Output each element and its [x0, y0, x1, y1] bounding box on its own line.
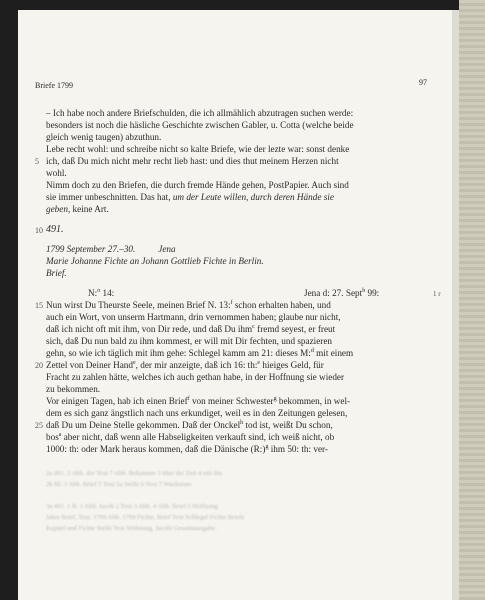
footnote-line: 2b Bl. 3 Abb. Brief 5 Text 5a Stelle 6 Text 7 Wachstum: [46, 481, 192, 488]
superscript: o: [97, 287, 101, 294]
text-segment: hieiges Geld, für: [260, 360, 324, 370]
italic-segment: geben: [46, 204, 68, 214]
line-number: 10: [35, 226, 43, 235]
letter-correspondents: Marie Johanne Fichte an Johann Gottlieb Fichte in Berlin.: [46, 256, 264, 266]
text-line: [46, 431, 334, 443]
superscript: f: [230, 299, 233, 306]
text-segment: bekommen, in wel-: [276, 396, 351, 406]
text-line: [46, 203, 109, 215]
footnote-line: 3a 491. 1 B. 1 Abb. Jacob 2 Text 3 Abb. 4 Abb. Brief 5 Hoffnung: [46, 503, 218, 510]
text-segment: Zettel von Deiner Hand: [46, 360, 133, 370]
binding-strip: [459, 0, 485, 600]
text-segment: daß Du um Deine Stelle gekommen. Daß der Onckel: [46, 420, 241, 430]
text-segment: 1000: th: oder Mark heraus kommen, daß die Dänische (R:): [46, 444, 266, 454]
text-line: wohl.: [46, 168, 67, 178]
superscript: b: [362, 287, 366, 294]
text-segment: gehn, so wie ich täglich mit ihm gehe: Schlegel kamm am 21: dieses M:: [46, 348, 311, 358]
margin-note: 1 r: [433, 290, 441, 298]
text-line: ich, daß Du mich nicht mehr recht lieb hast: und dies thut meinem Herzen nicht: [46, 156, 339, 166]
text-line: [46, 323, 335, 335]
superscript: f: [187, 395, 190, 402]
superscript: a: [58, 431, 62, 438]
superscript: d: [310, 347, 314, 354]
line-number: 20: [35, 361, 43, 370]
text-segment: ihm 50: th: ver-: [268, 444, 328, 454]
text-line: [46, 419, 333, 431]
text-line: gleich wenig taugen) abzuthun.: [46, 132, 162, 142]
text-segment: sie immer unbeschnitten. Das hat,: [46, 192, 173, 202]
text-segment: mit einem: [313, 348, 354, 358]
text-segment: , der mir anzeigte, daß ich 16: th:: [135, 360, 258, 370]
text-segment: schon erhalten haben, und: [232, 300, 331, 310]
text-line: [46, 359, 324, 371]
text-line: [46, 347, 353, 359]
superscript: g: [265, 443, 269, 450]
text-segment: fremd seyest, er freut: [254, 324, 336, 334]
letter-dateline: [304, 287, 379, 299]
text-segment: daß ich nicht oft mit ihm, von Dir rede, und daß Du ihm: [46, 324, 253, 334]
text-segment: tod ist, weißt Du schon,: [243, 420, 333, 430]
text-segment: bos: [46, 432, 59, 442]
text-line: [46, 191, 334, 203]
text-segment: Vor einigen Tagen, hab ich einen Brief: [46, 396, 188, 406]
page-edge: [452, 10, 459, 600]
text-segment: 14:: [100, 288, 115, 298]
footnote-line: 2a 491. 2 Abb. der Text 7 Abb. Bekannter 3 über der Zeit 4 mit ihn: [46, 470, 222, 477]
line-number: 5: [35, 157, 39, 166]
text-line: besonders ist noch die häsliche Geschichte zwischen Gabler, u. Cotta (welche beide: [46, 120, 354, 130]
superscript: h: [240, 419, 244, 426]
letter-date-place: 1799 September 27.–30. Jena: [46, 244, 176, 254]
letter-number-line: [88, 287, 114, 299]
footnote-line: Jahre Brief, Text. 1799 Abb. 1799 Fichte, Brief Text Schlegel Fichte Briefe: [46, 514, 245, 521]
text-line: Fracht zu zahlen hätte, welches ich auch gethan habe, in der Hoffnung sie wieder: [46, 372, 345, 382]
text-segment: aber nicht, daß wenn alle Habseligkeiten verkauft sind, ich weiß nicht, ob: [61, 432, 335, 442]
text-segment: von meiner Schwester: [189, 396, 274, 406]
italic-segment: um der Leute willen, durch deren Hände sie: [172, 192, 334, 202]
text-segment: Nun wirst Du Theurste Seele, meinen Brief N. 13:: [46, 300, 231, 310]
running-title: Briefe 1799: [35, 81, 73, 90]
letter-type: Brief.: [46, 268, 67, 278]
superscript: g: [273, 395, 277, 402]
text-line: [46, 299, 331, 311]
text-line: [46, 443, 328, 455]
letter-number: 491.: [46, 224, 64, 235]
text-segment: , keine Art.: [67, 204, 109, 214]
line-number: 25: [35, 421, 43, 430]
superscript: e: [257, 359, 261, 366]
footnote-line: Kapitel und Fichte Stelle Text Wohnung, Jacobi Gesamtausgabe.: [46, 525, 217, 532]
text-segment: N:: [88, 288, 98, 298]
text-line: [46, 395, 350, 407]
text-line: – Ich habe noch andere Briefschulden, die ich allmählich abzutragen suchen werde:: [46, 108, 354, 118]
text-line: Nimm doch zu den Briefen, die durch fremde Hände gehen, PostPapier. Auch sind: [46, 180, 349, 190]
text-line: zu bekommen.: [46, 384, 101, 394]
text-line: auch ein Wort, von unserm Hartmann, drin vernommen haben; glaube nur nicht,: [46, 312, 341, 322]
superscript: e: [133, 359, 136, 366]
text-line: dem es sich ganz ängstlich nach uns erkundiget, weil es in den Zeitungen gelesen,: [46, 408, 348, 418]
page-number: 97: [419, 78, 427, 87]
text-segment: Jena d: 27. Sept: [304, 288, 363, 298]
text-line: sich, daß Du nun bald zu ihm kommest, er will mit Dir fechten, und spazieren: [46, 336, 333, 346]
text-segment: 99:: [365, 288, 380, 298]
text-line: Lebe recht wohl: und schreibe nicht so kalte Briefe, wie der lezte war: sonst denke: [46, 144, 350, 154]
line-number: 15: [35, 301, 43, 310]
superscript: c: [252, 323, 255, 330]
